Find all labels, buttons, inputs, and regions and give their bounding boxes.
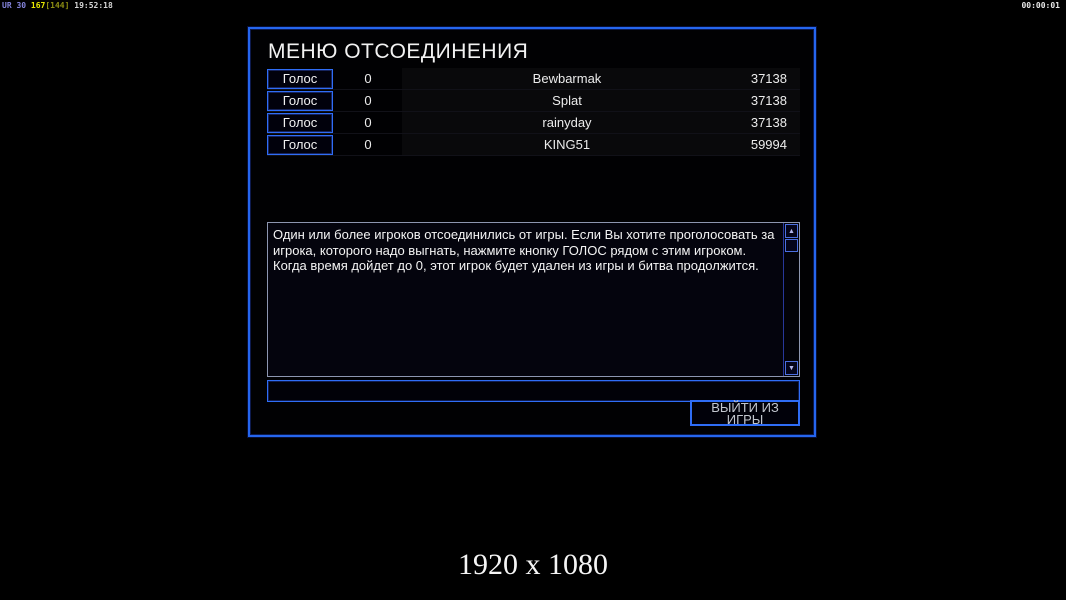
player-name: KING51: [543, 137, 591, 152]
scroll-down-icon: ▼: [788, 364, 795, 372]
table-row: [267, 134, 800, 156]
player-score: 37138: [750, 71, 787, 86]
scroll-up-icon: ▲: [788, 227, 795, 235]
player-score: 37138: [750, 115, 787, 130]
debug-hud: [2, 1, 113, 10]
disconnect-dialog: [248, 27, 816, 437]
fps-value: 167: [30, 1, 46, 10]
player-info-strip: [402, 68, 800, 89]
table-row: [267, 90, 800, 112]
player-info-strip: [402, 134, 800, 155]
exit-game-button[interactable]: ВЫЙТИ ИЗ ИГРЫ: [690, 400, 800, 426]
vote-count: 0: [364, 93, 372, 108]
vote-button[interactable]: Голос: [267, 113, 333, 133]
info-message-text: Один или более игроков отсоединились от игры. Если Вы хотите проголосовать за игрока, которого надо выгнать, нажмите кнопку ГОЛОС рядом с этим игроком. Когда время дойдет до 0, этот игрок будет удален из игры и битва продолжится.: [273, 227, 775, 274]
player-score: 59994: [750, 137, 787, 152]
scrollbar-thumb[interactable]: [785, 239, 798, 252]
vote-button[interactable]: Голос: [267, 69, 333, 89]
message-scrollbar[interactable]: [783, 223, 799, 376]
fps-bracket: [144]: [45, 1, 70, 10]
vote-button-cell: [267, 135, 334, 155]
dialog-title: МЕНЮ ОТСОЕДИНЕНИЯ: [268, 40, 529, 63]
resolution-label: 1920 x 1080: [458, 548, 608, 581]
vote-button[interactable]: Голос: [267, 135, 333, 155]
match-timer: 00:00:01: [1021, 1, 1060, 10]
chat-input[interactable]: [267, 380, 800, 402]
vote-count: 0: [364, 137, 372, 152]
vote-button[interactable]: Голос: [267, 91, 333, 111]
vote-button-cell: [267, 113, 334, 133]
table-row: [267, 68, 800, 90]
info-message-box: [267, 222, 800, 377]
player-score: 37138: [750, 93, 787, 108]
clock: 19:52:18: [69, 1, 113, 10]
vote-button-cell: [267, 91, 334, 111]
player-name: rainyday: [542, 115, 592, 130]
scroll-up-button[interactable]: [785, 224, 798, 238]
debug-prefix: UR 30: [2, 1, 31, 10]
player-vote-table: [267, 68, 800, 156]
vote-count: 0: [364, 71, 372, 86]
player-info-strip: [402, 90, 800, 111]
vote-button-cell: [267, 69, 334, 89]
vote-count: 0: [364, 115, 372, 130]
player-name: Splat: [552, 93, 582, 108]
table-row: [267, 112, 800, 134]
player-name: Bewbarmak: [532, 71, 602, 86]
player-info-strip: [402, 112, 800, 133]
scroll-down-button[interactable]: [785, 361, 798, 375]
